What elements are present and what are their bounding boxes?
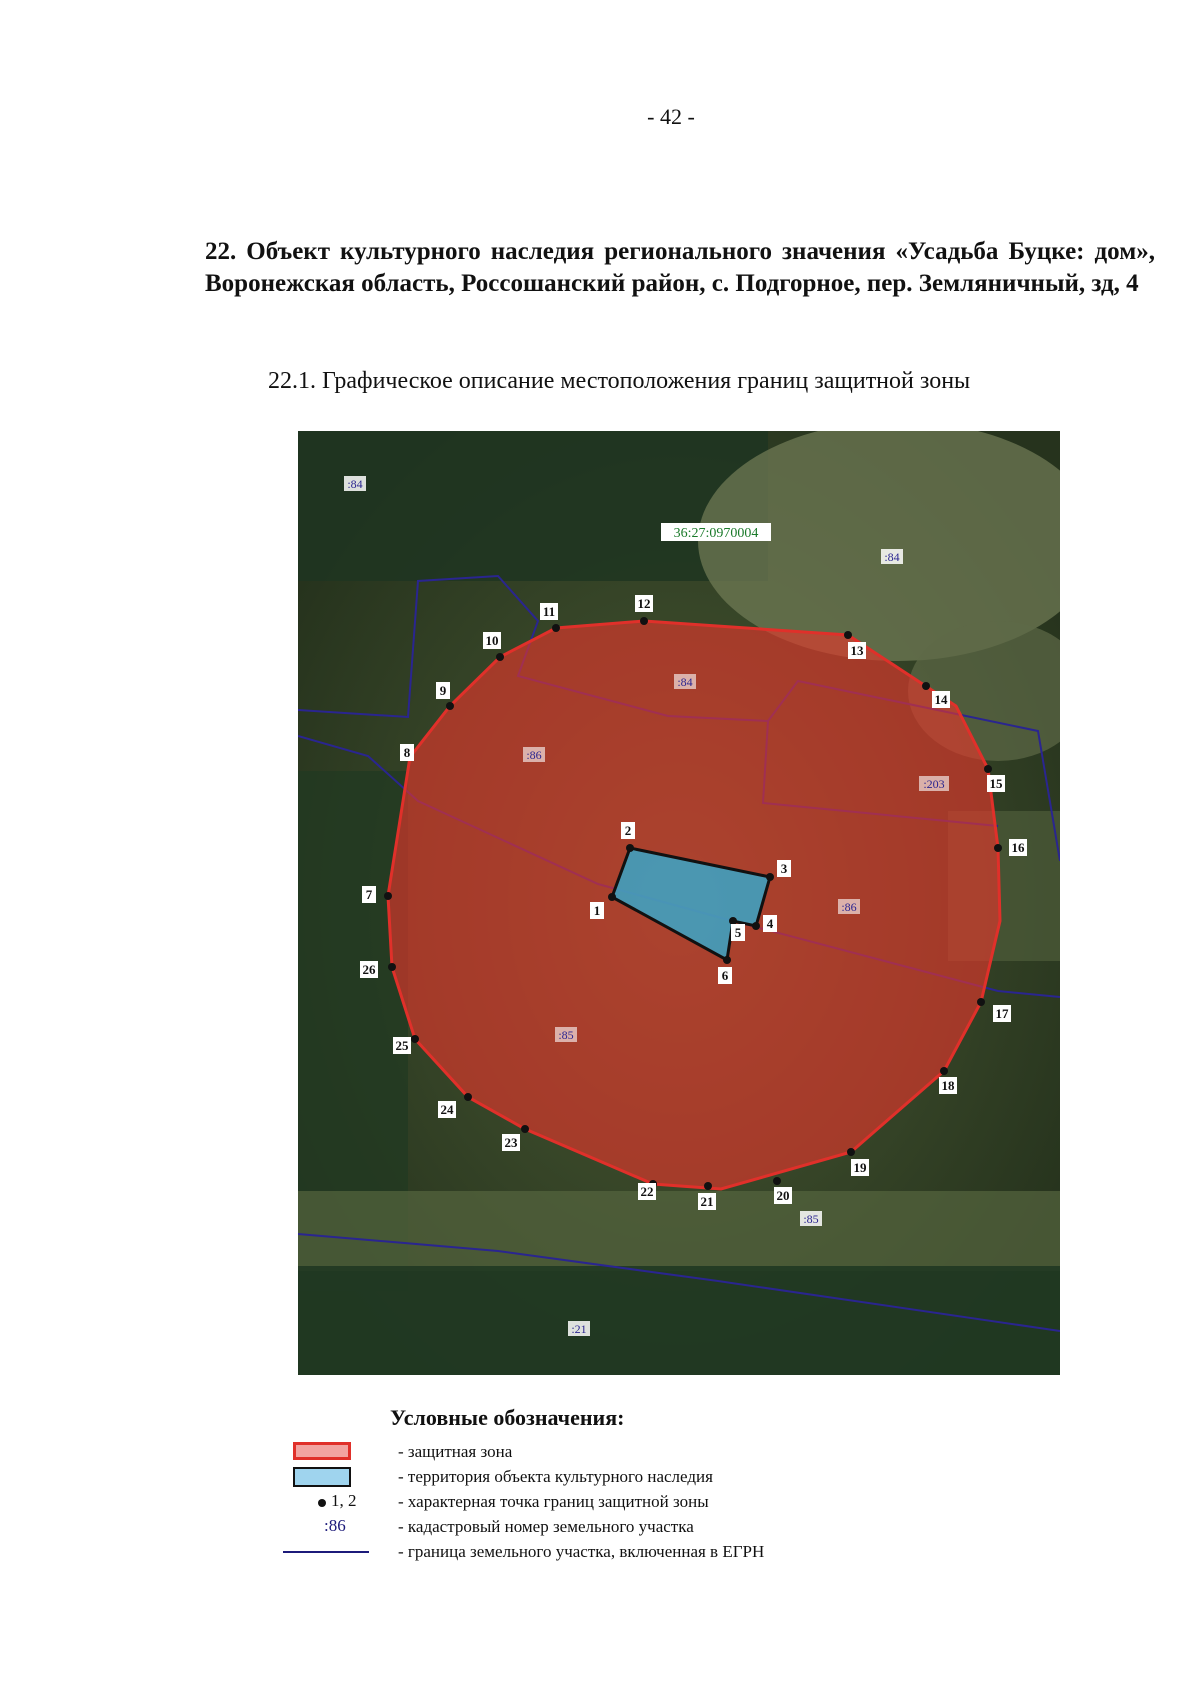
cadastral-label: :85 (558, 1028, 574, 1042)
point-label: 17 (995, 1006, 1009, 1021)
point-24 (464, 1093, 472, 1101)
zone-swatch (293, 1442, 351, 1460)
cadastral-label: :84 (884, 550, 900, 564)
point-25 (411, 1035, 419, 1043)
page-number: - 42 - (647, 104, 695, 129)
point-label: 23 (504, 1135, 518, 1150)
point-label: 9 (439, 683, 447, 698)
point-10 (496, 653, 504, 661)
point-label: 25 (395, 1038, 409, 1053)
point-18 (940, 1067, 948, 1075)
section-subheading: 22.1. Графическое описание местоположения границ защитной зоны (268, 368, 971, 394)
point-label: 21 (700, 1194, 714, 1209)
point-label: 6 (721, 968, 729, 983)
object-heading: 22. Объект культурного наследия регионального значения «Усадьба Буцке: дом», Воронежская область, Россошанский район, с. Подгорное, пер. Земляничный, зд, 4 (205, 238, 1155, 297)
point-23 (521, 1125, 529, 1133)
point-dot-icon (318, 1499, 326, 1507)
point-label: 18 (941, 1078, 955, 1093)
point-11 (552, 624, 560, 632)
legend-title: Условные обозначения: (390, 1405, 625, 1430)
point-label: 3 (780, 861, 788, 876)
quarter-label (661, 523, 771, 541)
cadastral-label: :21 (571, 1322, 587, 1336)
point-26 (388, 963, 396, 971)
legend-row-parcel (280, 1540, 980, 1565)
legend-row-points (280, 1490, 980, 1515)
point-1 (608, 893, 616, 901)
parcel-line-swatch (283, 1551, 369, 1553)
point-label: 14 (934, 692, 948, 707)
cadastral-label: :86 (841, 900, 857, 914)
point-label: 12 (637, 596, 651, 611)
point-15 (984, 765, 992, 773)
cadastral-label: :84 (677, 675, 693, 689)
legend-zone-text: - защитная зона (398, 1442, 513, 1461)
point-label: 16 (1011, 840, 1025, 855)
point-7 (384, 892, 392, 900)
aerial-forest-top (298, 431, 768, 581)
point-label: 8 (403, 745, 411, 760)
point-3 (766, 873, 774, 881)
cadastral-label: :86 (526, 748, 542, 762)
legend-territory-text: - территория объекта культурного наследия (398, 1467, 713, 1486)
point-2 (626, 844, 634, 852)
point-label: 11 (542, 604, 556, 619)
cadastral-label: :85 (803, 1212, 819, 1226)
point-9 (446, 702, 454, 710)
point-16 (994, 844, 1002, 852)
point-6 (723, 956, 731, 964)
point-symbol-label: 1, 2 (331, 1491, 357, 1510)
legend-points-text: - характерная точка границ защитной зоны (398, 1492, 709, 1511)
cadastral-label: :203 (923, 777, 945, 791)
cadastral-label: :84 (347, 477, 363, 491)
point-5 (729, 917, 737, 925)
point-label: 19 (853, 1160, 867, 1175)
cadastral-symbol: :86 (324, 1516, 346, 1535)
point-label: 10 (485, 633, 499, 648)
svg-text:36:27:0970004: 36:27:0970004 (673, 526, 759, 541)
point-4 (752, 922, 760, 930)
point-label: 26 (362, 962, 376, 977)
point-label: 1 (593, 903, 601, 918)
point-13 (844, 631, 852, 639)
point-19 (847, 1148, 855, 1156)
point-label: 24 (440, 1102, 454, 1117)
point-label: 4 (766, 916, 774, 931)
map-svg (298, 431, 1060, 1375)
point-label: 5 (734, 925, 742, 940)
map-image (298, 431, 1060, 1375)
point-label: 20 (776, 1188, 790, 1203)
point-label: 15 (989, 776, 1003, 791)
legend (280, 1440, 980, 1565)
point-17 (977, 998, 985, 1006)
legend-cadastral-text: - кадастровый номер земельного участка (398, 1517, 694, 1536)
legend-row-zone (280, 1440, 980, 1465)
point-21 (704, 1182, 712, 1190)
point-14 (922, 682, 930, 690)
point-label: 2 (624, 823, 632, 838)
legend-row-cadastral (280, 1515, 980, 1540)
legend-row-territory (280, 1465, 980, 1490)
aerial-field-bottom (298, 1191, 1060, 1271)
aerial-forest-bottom (298, 1266, 1060, 1375)
point-12 (640, 617, 648, 625)
legend-parcel-text: - граница земельного участка, включенная в ЕГРН (398, 1542, 765, 1561)
point-label: 22 (640, 1184, 654, 1199)
territory-swatch (293, 1467, 351, 1487)
point-label: 13 (850, 643, 864, 658)
point-label: 7 (365, 887, 373, 902)
point-20 (773, 1177, 781, 1185)
